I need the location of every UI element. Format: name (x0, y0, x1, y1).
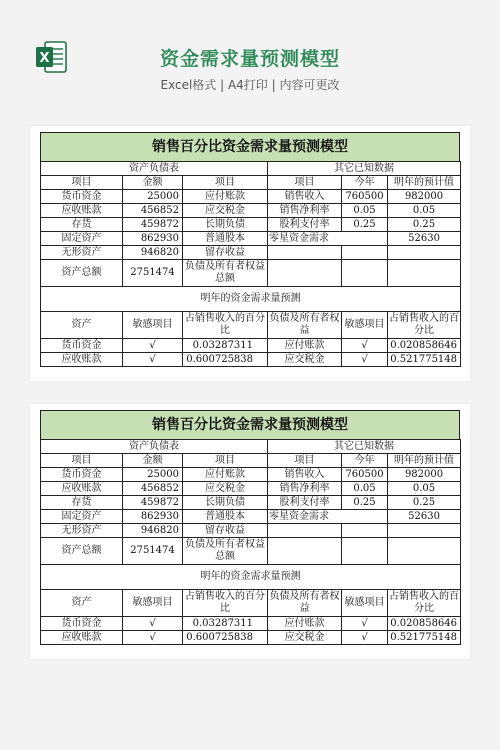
cell (268, 538, 342, 565)
cell: 销售收入 (268, 190, 342, 204)
cell: √ (123, 353, 183, 367)
balance-sheet-heading: 资产负债表 (41, 162, 268, 176)
cell: 销售净利率 (268, 204, 342, 218)
cell: 456852 (123, 482, 183, 496)
cell: 货币资金 (41, 468, 123, 482)
svg-text:X: X (39, 51, 50, 66)
known-data-heading: 其它已知数据 (268, 162, 461, 176)
cell: 25000 (123, 190, 183, 204)
forecast-section-heading: 明年的资金需求量预测 (41, 287, 461, 312)
column-header: 金额 (123, 176, 183, 190)
cell: 0.05 (342, 482, 388, 496)
cell (388, 246, 461, 260)
cell: 760500 (342, 190, 388, 204)
cell: 应收账款 (41, 353, 123, 367)
table-row (41, 631, 461, 645)
cell: 456852 (123, 204, 183, 218)
column-header: 敏感项目 (342, 312, 388, 339)
column-header: 占销售收入的百分比 (183, 590, 268, 617)
cell (342, 260, 388, 287)
page-header (0, 0, 500, 120)
cell: 长期负债 (183, 218, 268, 232)
table-row (41, 232, 461, 246)
sheet-preview-2 (30, 404, 470, 659)
column-header: 占销售收入的百分比 (388, 590, 461, 617)
cell: 应收账款 (41, 482, 123, 496)
cell: 0.25 (342, 218, 388, 232)
column-header: 金额 (123, 454, 183, 468)
column-header: 项目 (183, 454, 268, 468)
spreadsheet-table (40, 439, 461, 645)
known-data-heading: 其它已知数据 (268, 440, 461, 454)
cell: 862930 (123, 232, 183, 246)
table-row (41, 524, 461, 538)
column-header: 今年 (342, 454, 388, 468)
cell: 销售净利率 (268, 482, 342, 496)
cell: √ (342, 631, 388, 645)
cell: 0.05 (342, 204, 388, 218)
cell: 459872 (123, 496, 183, 510)
cell: 留存收益 (183, 246, 268, 260)
table-row (41, 468, 461, 482)
cell: 销售收入 (268, 468, 342, 482)
cell: 应付账款 (268, 617, 342, 631)
cell: 应交税金 (268, 631, 342, 645)
cell: 0.020858646 (388, 617, 461, 631)
cell: 无形资产 (41, 524, 123, 538)
cell: 982000 (388, 468, 461, 482)
cell: 25000 (123, 468, 183, 482)
table-row (41, 496, 461, 510)
cell: 982000 (388, 190, 461, 204)
cell (268, 524, 342, 538)
cell: 0.03287311 (183, 617, 268, 631)
cell: 固定资产 (41, 232, 123, 246)
total-value: 2751474 (123, 260, 183, 287)
cell: 0.25 (388, 496, 461, 510)
sheet-title: 销售百分比资金需求量预测模型 (40, 410, 460, 439)
cell: 长期负债 (183, 496, 268, 510)
table-row (41, 339, 461, 353)
table-row (41, 204, 461, 218)
cell: 存货 (41, 496, 123, 510)
cell: 0.600725838 (183, 631, 268, 645)
column-header: 占销售收入的百分比 (183, 312, 268, 339)
cell: 存货 (41, 218, 123, 232)
cell: 应收账款 (41, 204, 123, 218)
total-row (41, 260, 461, 287)
cell (268, 260, 342, 287)
cell: 应付账款 (183, 468, 268, 482)
column-header: 明年的预计值 (388, 454, 461, 468)
cell: 0.521775148 (388, 631, 461, 645)
forecast-header-row (41, 312, 461, 339)
cell (342, 246, 388, 260)
cell: 946820 (123, 524, 183, 538)
column-header: 敏感项目 (342, 590, 388, 617)
cell: 52630 (388, 510, 461, 524)
table-row (41, 510, 461, 524)
sheet-title: 销售百分比资金需求量预测模型 (40, 132, 460, 161)
cell: 0.25 (342, 496, 388, 510)
table-row (41, 353, 461, 367)
table-row (41, 617, 461, 631)
cell: 固定资产 (41, 510, 123, 524)
total-label: 资产总额 (41, 260, 123, 287)
cell: 946820 (123, 246, 183, 260)
total-row (41, 538, 461, 565)
cell: 52630 (388, 232, 461, 246)
cell: √ (342, 339, 388, 353)
cell: √ (123, 617, 183, 631)
cell (342, 524, 388, 538)
cell: 862930 (123, 510, 183, 524)
column-header: 资产 (41, 590, 123, 617)
cell: 普通股本 (183, 510, 268, 524)
cell: 普通股本 (183, 232, 268, 246)
cell: 0.600725838 (183, 353, 268, 367)
balance-sheet-heading: 资产负债表 (41, 440, 268, 454)
column-header: 项目 (183, 176, 268, 190)
cell: 0.05 (388, 482, 461, 496)
cell: 股利支付率 (268, 496, 342, 510)
cell: 零星资金需求 (268, 510, 388, 524)
cell (342, 538, 388, 565)
table-row (41, 190, 461, 204)
cell: 应收账款 (41, 631, 123, 645)
table-header-row (41, 176, 461, 190)
cell (388, 260, 461, 287)
cell: 零星资金需求 (268, 232, 388, 246)
cell: 0.03287311 (183, 339, 268, 353)
column-header: 项目 (41, 176, 123, 190)
cell: 应交税金 (183, 204, 268, 218)
cell: 应付账款 (183, 190, 268, 204)
total-value: 2751474 (123, 538, 183, 565)
cell (388, 524, 461, 538)
cell: 货币资金 (41, 339, 123, 353)
column-header: 敏感项目 (123, 312, 183, 339)
total-label: 资产总额 (41, 538, 123, 565)
cell: 760500 (342, 468, 388, 482)
cell: √ (342, 353, 388, 367)
cell: 应交税金 (183, 482, 268, 496)
forecast-header-row (41, 590, 461, 617)
cell: 459872 (123, 218, 183, 232)
cell: 无形资产 (41, 246, 123, 260)
cell: 股利支付率 (268, 218, 342, 232)
cell: √ (123, 631, 183, 645)
cell: 0.25 (388, 218, 461, 232)
cell: √ (123, 339, 183, 353)
forecast-section-heading: 明年的资金需求量预测 (41, 565, 461, 590)
cell: 应付账款 (268, 339, 342, 353)
liabilities-total-label: 负债及所有者权益总额 (183, 538, 268, 565)
table-row (41, 482, 461, 496)
column-header: 敏感项目 (123, 590, 183, 617)
document-title: 资金需求量预测模型 (159, 48, 340, 70)
spreadsheet-table (40, 161, 461, 367)
cell (388, 538, 461, 565)
sheet-preview-1 (30, 126, 470, 381)
cell: 货币资金 (41, 190, 123, 204)
cell: 货币资金 (41, 617, 123, 631)
column-header: 项目 (41, 454, 123, 468)
cell: 留存收益 (183, 524, 268, 538)
table-row (41, 218, 461, 232)
column-header: 今年 (342, 176, 388, 190)
column-header: 项目 (268, 454, 342, 468)
column-header: 负债及所有者权益 (268, 590, 342, 617)
document-subtitle: Excel格式 | A4打印 | 内容可更改 (160, 78, 340, 92)
cell (268, 246, 342, 260)
column-header: 资产 (41, 312, 123, 339)
column-header: 明年的预计值 (388, 176, 461, 190)
cell: √ (342, 617, 388, 631)
cell: 0.05 (388, 204, 461, 218)
cell: 0.020858646 (388, 339, 461, 353)
cell: 0.521775148 (388, 353, 461, 367)
table-header-row (41, 454, 461, 468)
column-header: 占销售收入的百分比 (388, 312, 461, 339)
liabilities-total-label: 负债及所有者权益总额 (183, 260, 268, 287)
column-header: 负债及所有者权益 (268, 312, 342, 339)
table-row (41, 246, 461, 260)
column-header: 项目 (268, 176, 342, 190)
cell: 应交税金 (268, 353, 342, 367)
